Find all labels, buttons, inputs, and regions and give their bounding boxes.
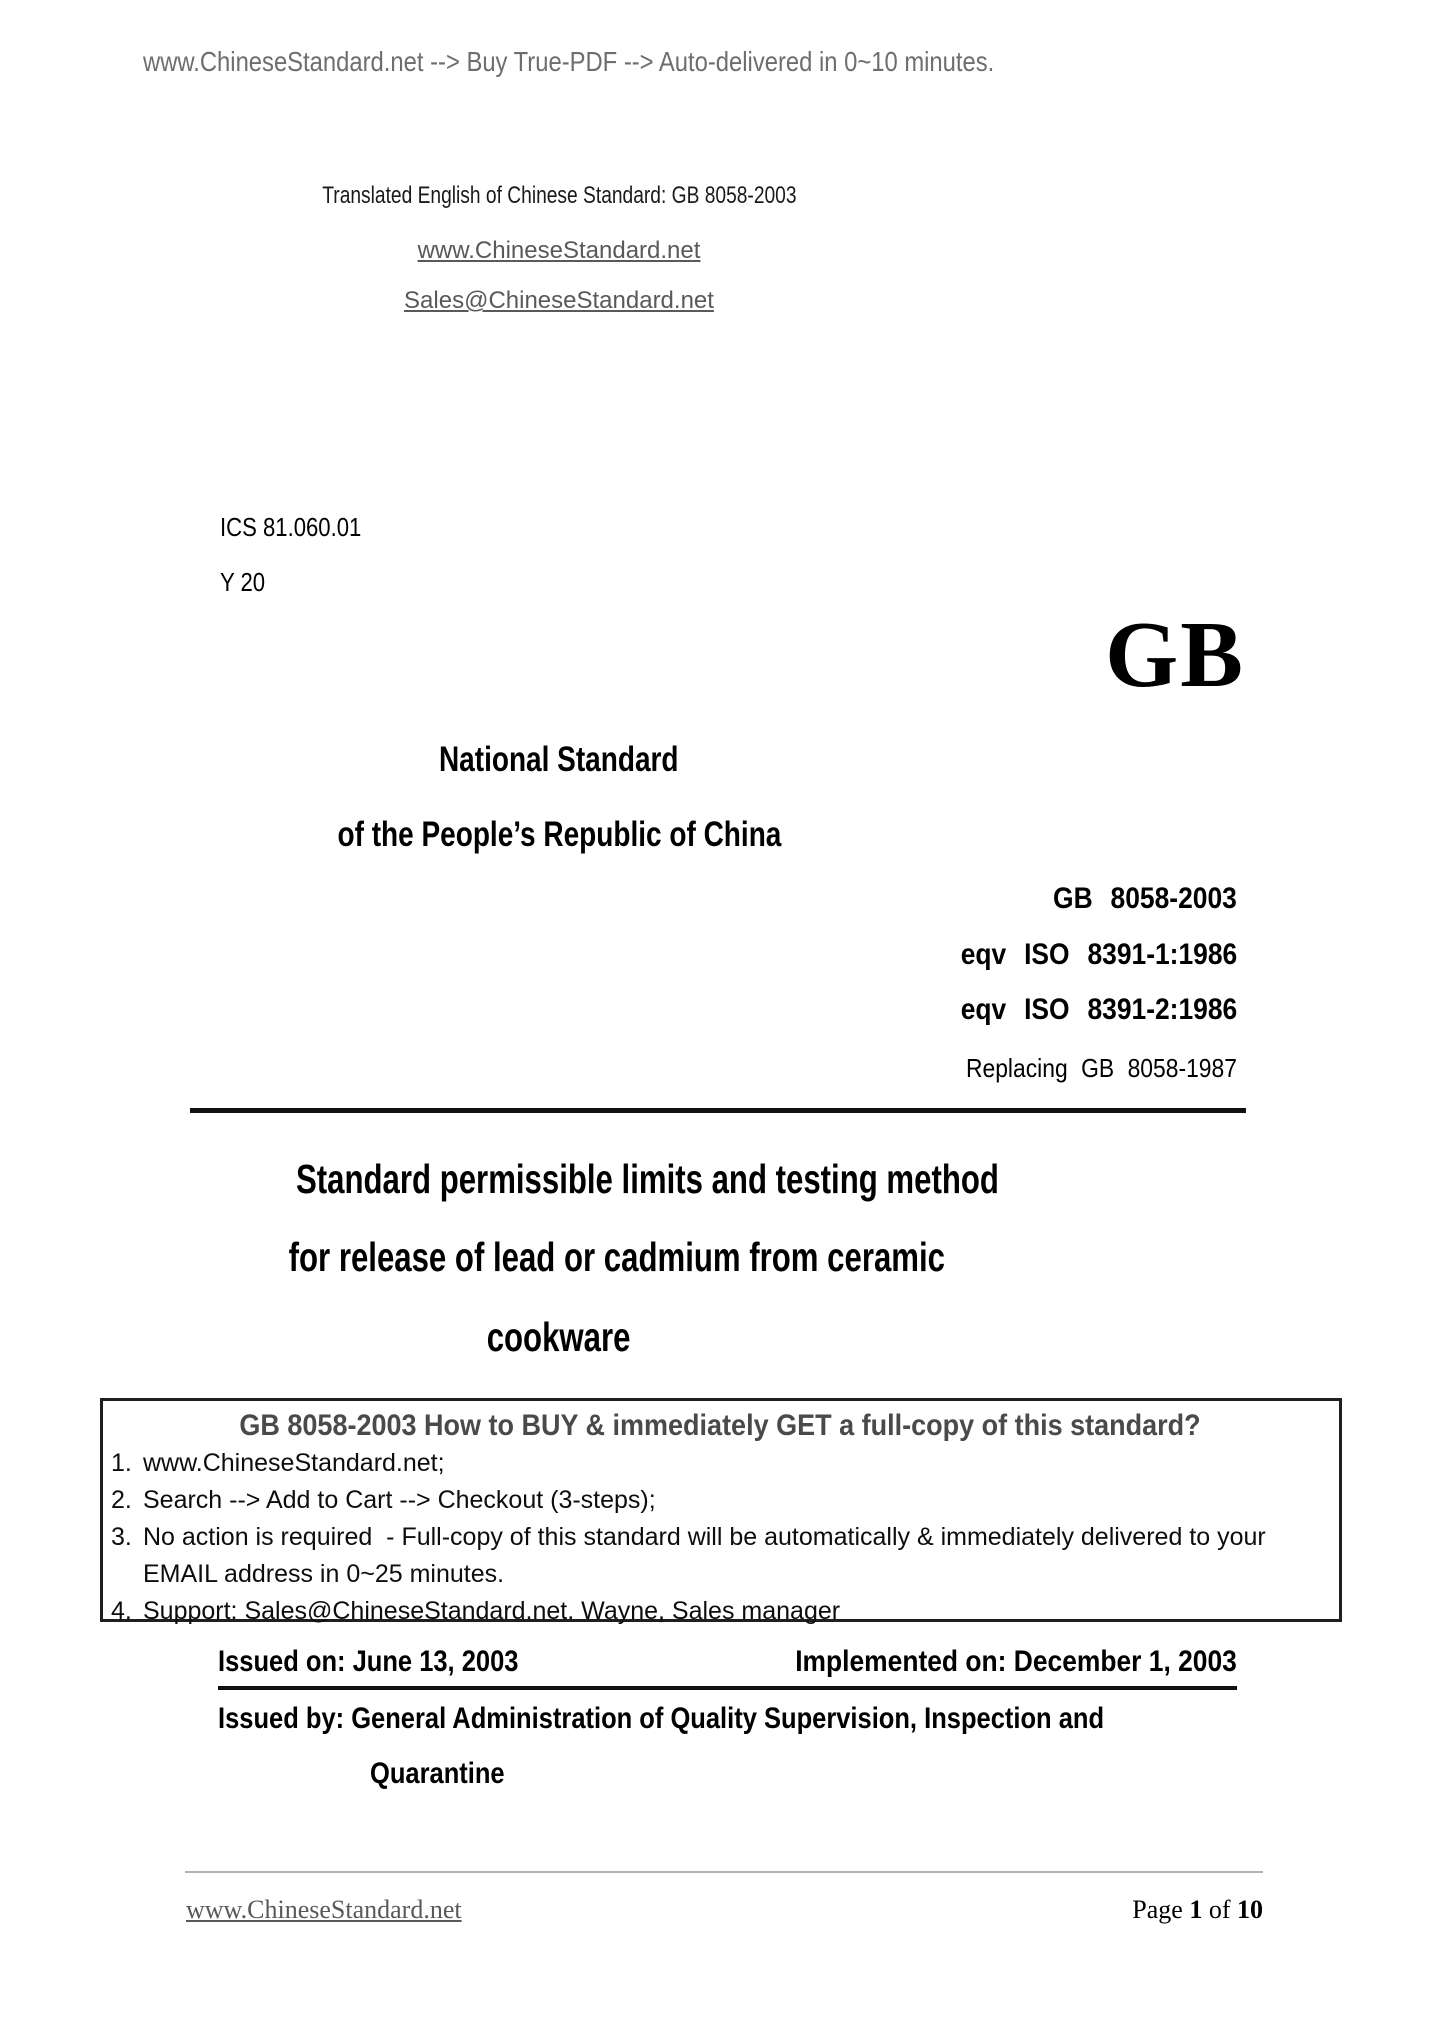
issued-by: Issued by: General Administration of Quality Supervision, Inspection and (218, 1702, 1105, 1735)
heading-national-standard: National Standard (439, 740, 679, 779)
issued-on: Issued on: June 13, 2003 (218, 1645, 519, 1678)
ics-code: ICS 81.060.01 (220, 512, 362, 542)
doc-class-code: Y 20 (220, 567, 266, 597)
translated-title: Translated English of Chinese Standard: GB 8058-2003 (321, 182, 797, 209)
footer-of-label: of (1208, 1895, 1231, 1924)
buy-item-text: Support: Sales@ChineseStandard.net. Wayne, Sales manager (143, 1597, 841, 1625)
email-link[interactable]: Sales@ChineseStandard.net (404, 287, 714, 314)
footer-rule (185, 1871, 1263, 1873)
buy-box-item (111, 1445, 1329, 1482)
buy-item-number: 3. (111, 1523, 132, 1551)
buy-item-text: Search --> Add to Cart --> Checkout (3-steps); (143, 1486, 656, 1514)
doc-title-line-1: Standard permissible limits and testing method (295, 1156, 999, 1202)
issued-by-continued: Quarantine (370, 1757, 505, 1790)
buy-item-number: 2. (111, 1486, 132, 1514)
footer-site-link[interactable]: www.ChineseStandard.net (186, 1895, 462, 1924)
standard-number: GB 8058-2003 (1053, 882, 1237, 915)
email-link-row (185, 287, 933, 315)
issue-dates-row (218, 1645, 1237, 1679)
replacing-note: Replacing GB 8058-1987 (965, 1053, 1237, 1083)
eqv-iso-1: eqv ISO 8391-1:1986 (960, 938, 1237, 971)
heading-country: of the People’s Republic of China (337, 815, 781, 854)
website-link-row (185, 237, 933, 265)
buy-item-number: 4. (111, 1597, 132, 1625)
doc-title-line-3: cookware (487, 1314, 631, 1360)
footer-page-number: 1 (1189, 1895, 1203, 1924)
issue-dates-rule (218, 1686, 1237, 1690)
buy-item-number: 1. (111, 1449, 132, 1477)
footer-page-total: 10 (1237, 1895, 1263, 1924)
gb-logo: GB (1105, 603, 1245, 707)
buy-item-text: No action is required - Full-copy of this standard will be automatically & immediately delivered to your EMAIL address in 0~25 minutes. (143, 1523, 1273, 1588)
website-link[interactable]: www.ChineseStandard.net (417, 237, 701, 264)
buy-item-text: www.ChineseStandard.net; (143, 1449, 445, 1477)
buy-box (100, 1398, 1342, 1625)
top-note (143, 46, 1145, 78)
footer-page-label: Page (1132, 1895, 1183, 1924)
footer-page-indicator (1132, 1895, 1263, 1925)
doc-title-line-2: for release of lead or cadmium from ceramic (288, 1234, 945, 1280)
eqv-iso-2: eqv ISO 8391-2:1986 (960, 993, 1237, 1026)
buy-box-item (111, 1593, 1329, 1630)
title-rule (190, 1108, 1246, 1113)
implemented-on: Implemented on: December 1, 2003 (795, 1645, 1237, 1678)
buy-box-item (111, 1519, 1329, 1593)
buy-box-header: GB 8058-2003 How to BUY & immediately GET a full-copy of this standard? (239, 1409, 1201, 1442)
buy-box-item (111, 1482, 1329, 1519)
top-note-text: www.ChineseStandard.net --> Buy True-PDF --> Auto-delivered in 0~10 minutes. (143, 46, 995, 77)
